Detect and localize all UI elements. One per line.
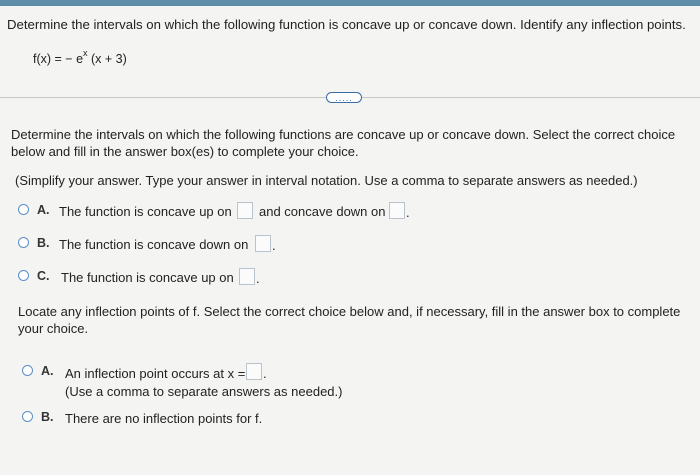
choice-letter: B. (37, 236, 50, 250)
function-rhs: (x + 3) (91, 52, 127, 67)
radio-1c[interactable] (18, 270, 29, 281)
choice-note: (Use a comma to separate answers as needed.) (65, 384, 343, 399)
answer-box-concave-up[interactable] (237, 202, 253, 219)
show-more-button[interactable]: ..... (326, 92, 362, 103)
answer-box-concave-up[interactable] (239, 268, 255, 285)
choice-text: The function is concave up on (61, 270, 234, 285)
choice-letter: A. (37, 203, 50, 217)
question-prompt: Determine the intervals on which the following function is concave up or concave down. Identify any inflection points. (7, 17, 686, 32)
part2-instruction: Locate any inflection points of f. Select the correct choice below and, if necessary, fill in the answer box to complete your choice. (18, 304, 681, 336)
answer-box-concave-down[interactable] (255, 235, 271, 252)
radio-2b[interactable] (22, 411, 33, 422)
function-exponent: x (83, 48, 88, 58)
choice-letter: B. (41, 410, 54, 424)
top-accent-bar (0, 0, 700, 6)
choice-text: There are no inflection points for f. (65, 411, 263, 426)
choice-text: The function is concave down on (59, 237, 249, 252)
choice-text-middle: and concave down on (259, 204, 386, 219)
choice-text: The function is concave up on (59, 204, 232, 219)
choice-letter: A. (41, 364, 54, 378)
part1-instruction: Determine the intervals on which the following functions are concave up or concave down. Select the correct choice below and fill in the answer box(es) to complete your choice. (11, 127, 676, 159)
function-definition (33, 50, 127, 66)
simplify-note: (Simplify your answer. Type your answer in interval notation. Use a comma to separate answers as needed.) (15, 173, 638, 188)
choice-letter: C. (37, 269, 50, 283)
answer-box-concave-down[interactable] (389, 202, 405, 219)
radio-2a[interactable] (22, 365, 33, 376)
function-lhs: f(x) = − e (33, 52, 84, 67)
radio-1b[interactable] (18, 237, 29, 248)
choice-text: An inflection point occurs at x = (65, 366, 246, 381)
answer-box-inflection-x[interactable] (246, 363, 262, 380)
radio-1a[interactable] (18, 204, 29, 215)
